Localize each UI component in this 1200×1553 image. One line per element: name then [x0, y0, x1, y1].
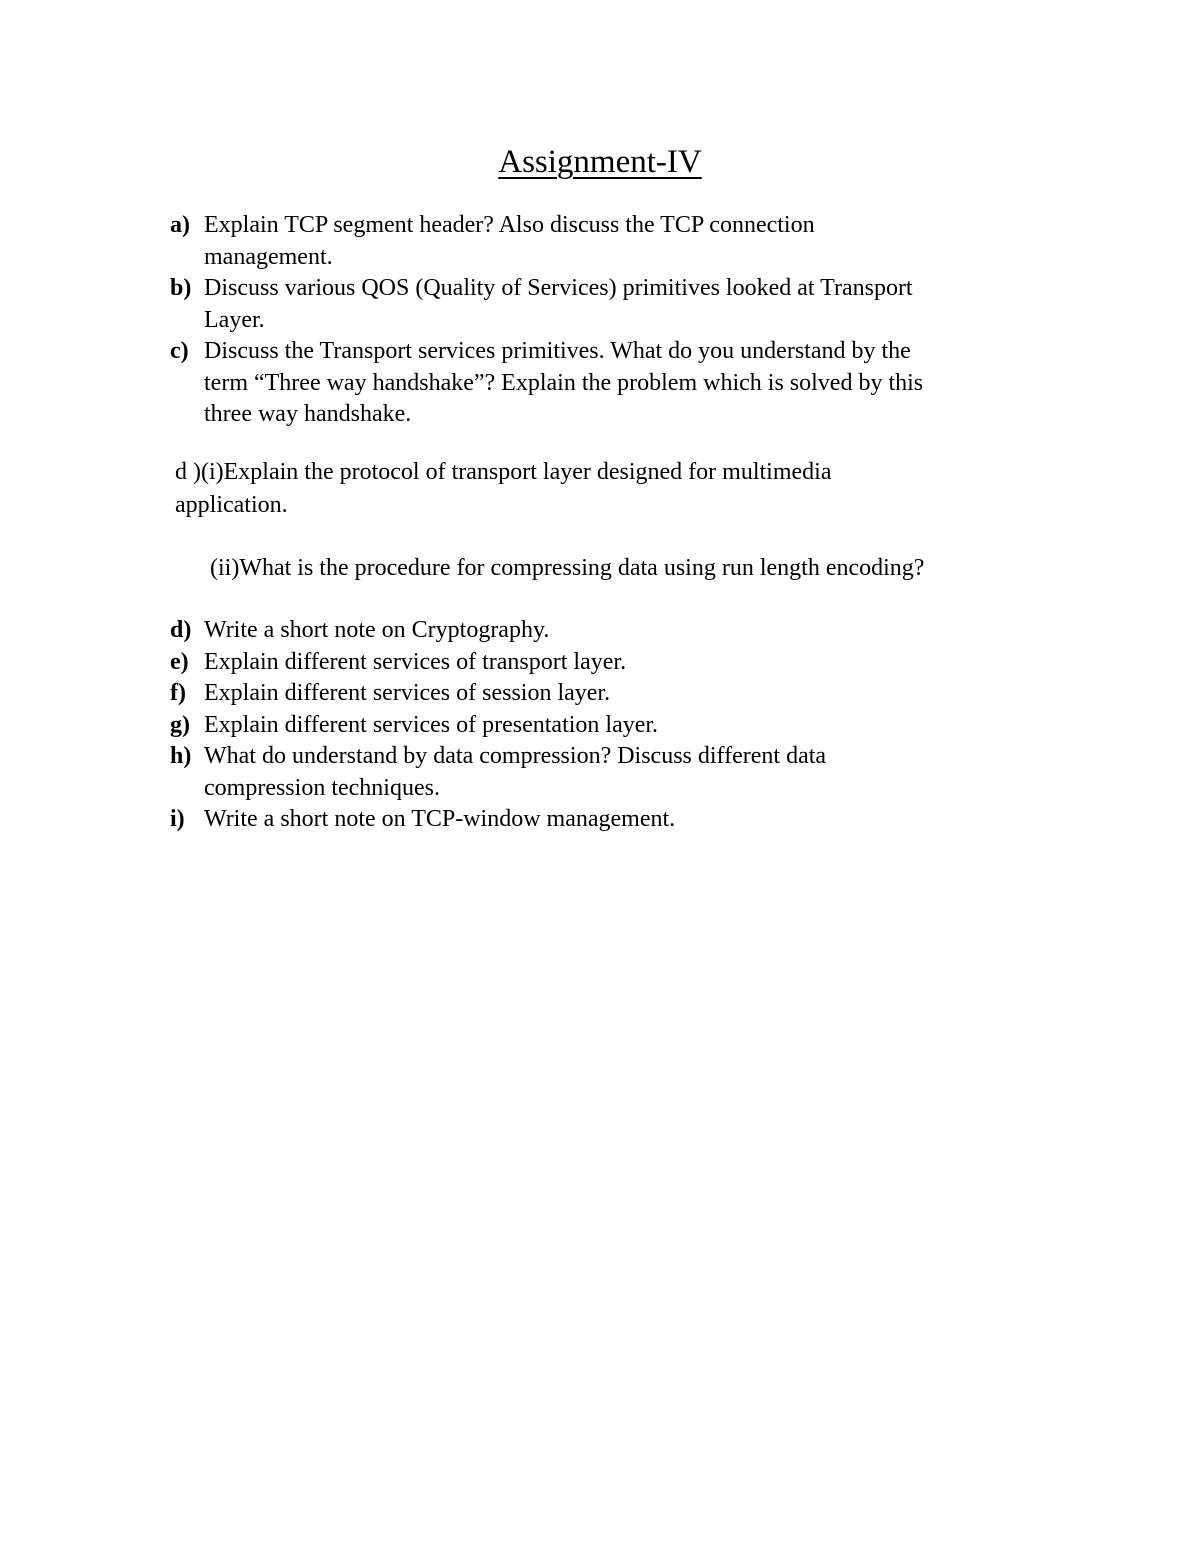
list-item-text: Write a short note on Cryptography. — [204, 617, 550, 643]
list-item-h — [170, 741, 1070, 805]
list-item-text: management. — [204, 243, 333, 270]
list-item-c — [170, 336, 1070, 432]
list-marker: e) — [170, 649, 189, 675]
list-item-text: Explain different services of session layer. — [204, 680, 611, 706]
list-marker: a) — [170, 212, 190, 238]
document-title — [0, 140, 1200, 184]
list-marker: i) — [170, 806, 185, 832]
list-item-text: compression techniques. — [204, 774, 440, 801]
list-marker: h) — [170, 743, 192, 769]
list-item-text: Explain TCP segment header? Also discuss the TCP connection — [204, 212, 815, 238]
part-d-sub-ii: (ii)What is the procedure for compressing data using run length encoding? — [210, 555, 925, 581]
list-item-e — [170, 647, 1070, 679]
list-item-g — [170, 710, 1070, 742]
title-text: Assignment-IV — [498, 144, 702, 180]
list-item-d — [170, 615, 1070, 647]
list-item-text: three way handshake. — [204, 401, 412, 428]
list-item-text: Discuss the Transport services primitives. What do you understand by the — [204, 338, 911, 364]
list-item-text: Explain different services of presentation layer. — [204, 712, 659, 738]
list-item-b — [170, 273, 1070, 337]
list-item-f — [170, 678, 1070, 710]
list-item-text: Explain different services of transport layer. — [204, 649, 627, 675]
list-item-text: Layer. — [204, 306, 265, 333]
list-item-text: Discuss various QOS (Quality of Services) primitives looked at Transport — [204, 275, 913, 301]
part-d-line-2: application. — [175, 492, 288, 518]
list-item-i — [170, 804, 1070, 836]
list-marker: d) — [170, 617, 192, 643]
part-d-line-1: d )(i)Explain the protocol of transport layer designed for multimedia — [175, 459, 832, 485]
list-marker: c) — [170, 338, 189, 364]
list-item-text: What do understand by data compression? Discuss different data — [204, 743, 827, 769]
list-marker: f) — [170, 680, 186, 706]
list-item-a — [170, 210, 1070, 274]
list-marker: b) — [170, 275, 192, 301]
list-item-text: term “Three way handshake”? Explain the problem which is solved by this — [204, 369, 924, 396]
list-item-text: Write a short note on TCP-window management. — [204, 806, 676, 832]
list-marker: g) — [170, 712, 190, 738]
